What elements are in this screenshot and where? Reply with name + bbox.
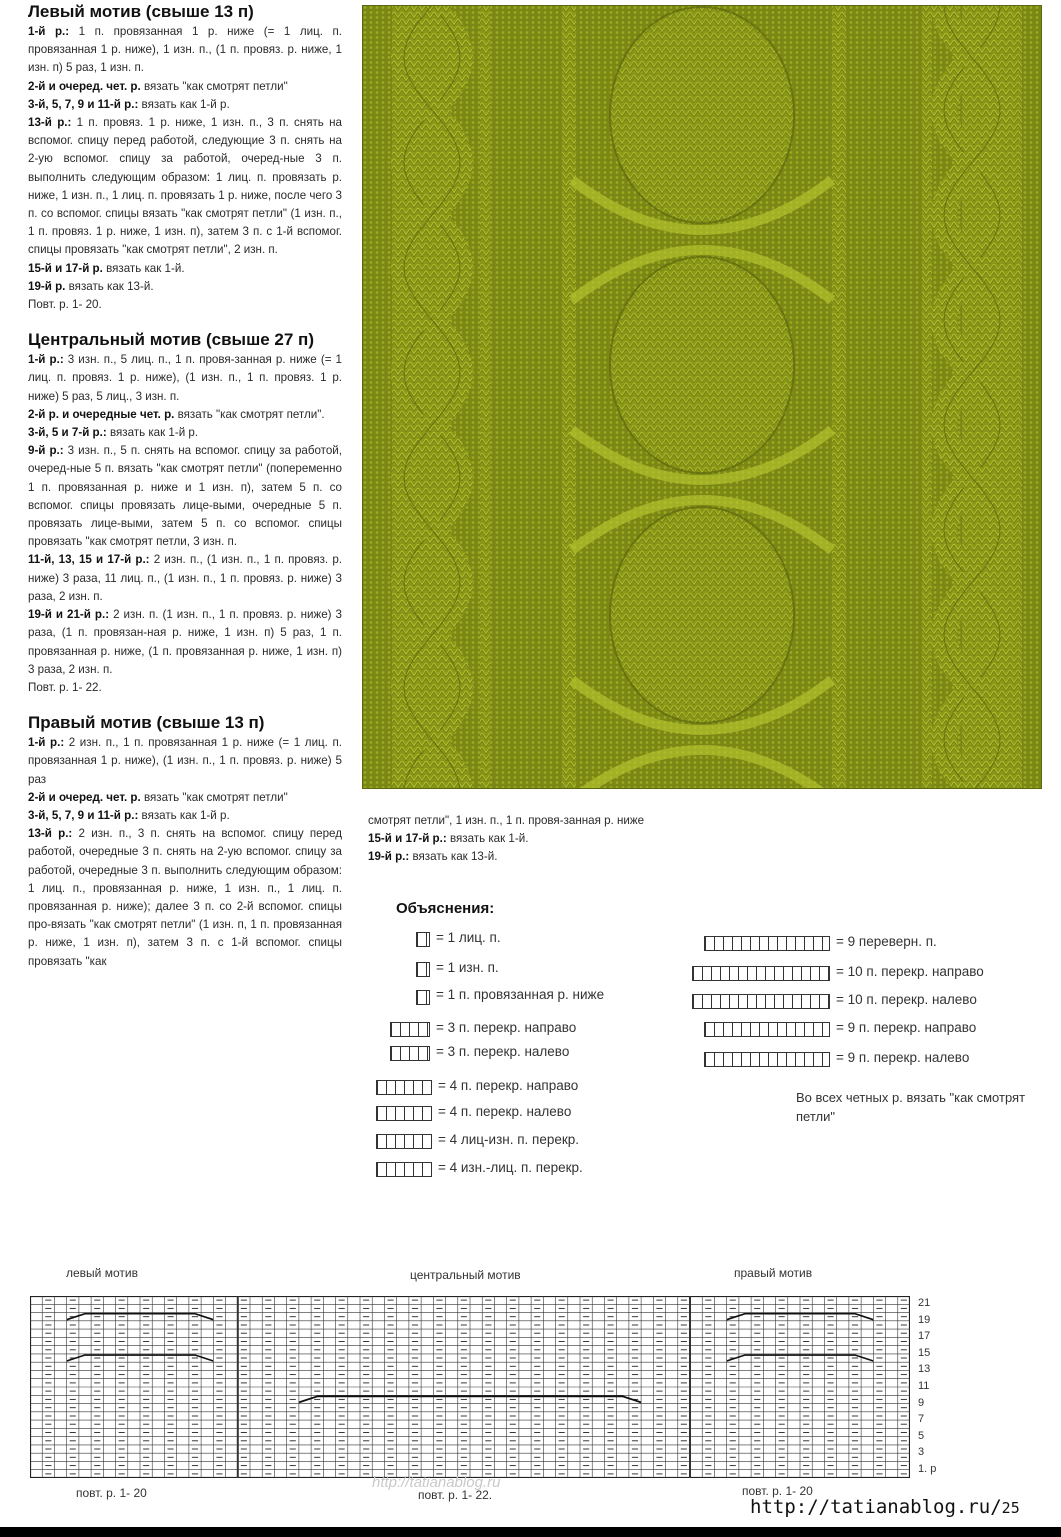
row-instruction: смотрят петли", 1 изн. п., 1 п. провя-занная р. ниже (368, 814, 645, 827)
legend-item (376, 1078, 578, 1095)
legend-text: = 4 п. перекр. направо (438, 1078, 579, 1093)
rib-column (562, 5, 576, 789)
instruction-paragraph (28, 296, 342, 314)
chart-symbol-icon (692, 966, 830, 981)
legend-text: = 10 п. перекр. налево (836, 992, 977, 1007)
central-motif-paragraphs (28, 351, 342, 697)
row-instruction: вязать как 13-й. (65, 279, 154, 293)
chart-symbol-icon (704, 1022, 830, 1037)
instruction-paragraph (28, 114, 342, 260)
row-instruction: вязать как 1-й. (102, 261, 185, 275)
row-instruction: Повт. р. 1- 22. (28, 680, 102, 694)
row-instruction: 2 изн. п., 3 п. снять на вспомог. спицу перед работой, очередные 3 п. снять на 2-ую вспомог. спицу за работой, очередные 3 п. выполнить следующим образом: 1 лиц. п., провязанная р. ниже, 1 изн. п., 1 лиц. п. провязанная р. ниже); далее 3 п. со 2-й вспомог. спицы про-вязать "как смотрят петли" (1 изн. п, 1 п. провязанная р. ниже, 1 изн. п), затем 3 п. с 1-й вспомог. спицы провязать "как (28, 827, 342, 968)
row-label: 1-й р.: (28, 353, 64, 367)
repeat-label-right: повт. р. 1- 20 (742, 1484, 813, 1498)
right-motif-title: Правый мотив (свыше 13 п) (28, 713, 265, 733)
legend-text: = 4 п. перекр. налево (438, 1104, 572, 1119)
legend-item (416, 960, 499, 977)
instruction-paragraph (28, 442, 342, 551)
chart-symbol-icon (390, 1022, 430, 1037)
row-label: 13-й р.: (28, 116, 72, 130)
instruction-paragraph (28, 679, 342, 697)
chart-symbol-icon (390, 1046, 430, 1061)
legend-item (376, 1160, 583, 1177)
chart-caption-center: центральный мотив (410, 1268, 521, 1282)
instruction-paragraph (28, 825, 342, 971)
left-motif-section (28, 2, 342, 314)
row-label: 15-й и 17-й р.: (368, 832, 447, 845)
bottom-bar (0, 1527, 1061, 1537)
row-instruction: вязать "как смотрят петли" (140, 790, 288, 804)
instruction-paragraph (368, 812, 668, 830)
rib-column (832, 5, 846, 789)
legend-text: = 3 п. перекр. налево (436, 1044, 570, 1059)
instruction-paragraph (28, 78, 342, 96)
right-motif-section (28, 713, 342, 971)
legend-text: = 3 п. перекр. направо (436, 1020, 577, 1035)
legend-text: = 9 п. перекр. налево (836, 1050, 970, 1065)
chart-symbol-icon (376, 1134, 432, 1149)
instruction-paragraph (28, 789, 342, 807)
instruction-paragraph (28, 96, 342, 114)
legend-note: Во всех четных р. вязать "как смотрят петли" (796, 1090, 1026, 1124)
legend-text: = 4 лиц-изн. п. перекр. (438, 1132, 580, 1147)
row-instruction: 1 п. провязанная 1 р. ниже (= 1 лиц. п. провязанная 1 р. ниже), 1 изн. п., (1 п. провяз. р. ниже, 1 изн. п) 5 раз, 1 изн. п. (28, 25, 342, 75)
right-motif-paragraphs (28, 734, 342, 971)
legend-text: = 1 лиц. п. (436, 930, 501, 945)
legend-text: = 1 п. провязанная р. ниже (436, 987, 605, 1002)
legend-title: Объяснения: (396, 900, 495, 917)
left-motif-title: Левый мотив (свыше 13 п) (28, 2, 254, 21)
chart-grid (30, 1296, 910, 1478)
row-instruction: вязать как 1-й р. (138, 808, 230, 822)
row-number: 9 (918, 1396, 925, 1409)
legend-item (704, 934, 937, 951)
instruction-paragraph (28, 606, 342, 679)
row-instruction: 2 изн. п., (1 изн. п., 1 п. провяз. р. ниже) 3 раза, 11 лиц. п., (1 изн. п., 1 п. провяз. р. ниже) 3 раза, 2 изн. п. (28, 553, 342, 603)
row-instruction: Повт. р. 1- 20. (28, 298, 102, 312)
left-motif-paragraphs (28, 23, 342, 314)
chart-row-numbers (918, 1298, 958, 1481)
legend-item (376, 1104, 571, 1121)
legend-text: = 9 п. перекр. направо (836, 1020, 977, 1035)
central-motif-section (28, 330, 342, 697)
row-instruction: вязать как 1-й р. (138, 97, 230, 111)
cable-pattern-image (362, 5, 1042, 789)
legend-text: = 4 изн.-лиц. п. перекр. (438, 1160, 583, 1175)
row-label: 19-й р. (28, 279, 66, 293)
chart-symbol-icon (692, 994, 830, 1009)
row-label: 1-й р.: (28, 25, 70, 38)
central-motif-title: Центральный мотив (свыше 27 п) (28, 330, 314, 350)
knitted-sample-photo (362, 5, 1042, 789)
row-label: 9-й р.: (28, 444, 64, 458)
pattern-instructions (28, 2, 342, 971)
legend-item (376, 1132, 579, 1149)
chart-symbol-icon (704, 936, 830, 951)
rib-column (922, 5, 932, 789)
row-label: 2-й и очеред. чет. р. (28, 790, 141, 804)
instruction-paragraph (28, 23, 342, 78)
chart-symbol-icon (376, 1162, 432, 1177)
chart-caption-left: левый мотив (66, 1266, 138, 1280)
chart-symbol-icon (376, 1106, 432, 1121)
row-label: 3-й, 5, 7, 9 и 11-й р.: (28, 808, 139, 822)
legend-text: = 10 п. перекр. направо (836, 964, 984, 979)
row-instruction: вязать как 1-й р. (106, 426, 199, 440)
instruction-paragraph (28, 551, 342, 606)
row-instruction: 3 изн. п., 5 п. снять на вспомог. спицу за работой, очеред-ные 5 п. вязать "как смотрят петли" (попеременно 1 п. провязанная р. ниже и 1 изн. п), затем 5 п. со вспомог. спицы провязать лице-выми, очередные 5 п. провязать лице-выми, затем 5 п. со вспомог. спицы провязать "как смотрят петли, 3 изн. п. (28, 444, 343, 549)
row-label: 11-й, 13, 15 и 17-й р.: (28, 553, 150, 567)
row-number: 15 (918, 1346, 931, 1359)
legend-item (692, 992, 977, 1009)
instruction-paragraph (28, 351, 342, 406)
row-number: 21 (918, 1297, 931, 1309)
row-label: 1-й р.: (28, 736, 65, 750)
row-number: 3 (918, 1446, 925, 1459)
row-number: 13 (918, 1363, 931, 1376)
row-label: 3-й, 5 и 7-й р.: (28, 426, 107, 440)
row-number: 11 (918, 1379, 930, 1392)
row-instruction: вязать "как смотрят петли" (140, 79, 288, 93)
row-number: 5 (918, 1429, 925, 1442)
row-number: 7 (918, 1413, 925, 1426)
row-instruction: 2 изн. п. (1 изн. п., 1 п. провяз. р. ниже) 3 раза, (1 п. провязан-ная р. ниже, 1 изн. п) 5 раз, 1 п. провязанная р. ниже, (1 п. провязанная р. ниже, 1 изн. п) 3 раза, 2 изн. п. (28, 608, 342, 676)
chart-symbol-icon (416, 962, 430, 977)
row-instruction: 2 изн. п., 1 п. провязанная 1 р. ниже (= 1 лиц. п. провязанная 1 р. ниже), (1 изн. п., 1 п. провяз. р. ниже) 5 раз (28, 736, 342, 786)
instruction-paragraph (28, 406, 342, 424)
row-label: 19-й р.: (368, 850, 410, 863)
instruction-paragraph (368, 830, 668, 848)
legend-item (692, 964, 984, 981)
instruction-paragraph (28, 734, 342, 789)
watermark: http://tatianablog.ru (372, 1474, 501, 1491)
page-number: 25 (1001, 1499, 1020, 1517)
row-number: 1. р (918, 1462, 937, 1475)
chart-symbol-icon (416, 932, 430, 947)
instruction-paragraph (28, 424, 342, 442)
legend-item (390, 1044, 569, 1061)
chart-caption-right: правый мотив (734, 1266, 813, 1280)
chart-symbol-icon (704, 1052, 830, 1067)
legend-item (416, 988, 646, 1005)
legend-item (416, 930, 501, 947)
row-instruction: 3 изн. п., 5 лиц. п., 1 п. провя-занная р. ниже (= 1 лиц. п. провяз. 1 р. ниже), (1 изн. п., 1 п. провяз. 1 р. ниже) 5 раз, 5 лиц., 3 изн. п. (28, 353, 342, 403)
chart-symbol-icon (376, 1080, 432, 1095)
legend-item (704, 1050, 969, 1067)
source-url-text[interactable]: http://tatianablog.ru/ (750, 1496, 1002, 1518)
row-label: 2-й и очеред. чет. р. (28, 79, 141, 93)
row-instruction: вязать "как смотрят петли". (174, 407, 325, 421)
row-number: 19 (918, 1313, 931, 1326)
row-number: 17 (918, 1330, 931, 1343)
repeat-label-left: повт. р. 1- 20 (76, 1486, 147, 1500)
row-instruction: 1 п. провяз. 1 р. ниже, 1 изн. п., 3 п. снять на вспомог. спицу перед работой, следующие 3 п. снять на 2-ую вспомог. спицу за работой, очеред-ные 3 п. выполнить следующим образом: 1 лиц. п. провязать р. ниже, 1 изн. п., 1 лиц. п. провязать 1 р. ниже, после чего 3 п. со вспомог. спицы вязать "как смотрят петли" (1 изн. п., 1 п. провяз. 1 р. ниже, 1 изн. п), затем 3 п. с 1-й вспомог. спицы провязать "как смотрят петли", 2 изн. п. (28, 116, 342, 257)
legend-text: = 9 переверн. п. (836, 934, 937, 949)
row-instruction: вязать как 13-й. (409, 850, 498, 863)
instruction-paragraph (28, 260, 342, 278)
row-label: 15-й и 17-й р. (28, 261, 103, 275)
right-motif-continuation (368, 812, 668, 866)
legend-item (704, 1020, 976, 1037)
instruction-paragraph (368, 848, 668, 866)
legend-text: = 1 изн. п. (436, 960, 499, 975)
repeat-label-center: повт. р. 1- 22. (418, 1488, 493, 1502)
row-label: 13-й р.: (28, 827, 73, 841)
knitting-chart (30, 1296, 910, 1483)
instruction-paragraph (28, 807, 342, 825)
rib-column (480, 5, 490, 789)
row-label: 2-й р. и очередные чет. р. (28, 407, 175, 421)
instruction-paragraph (28, 278, 342, 296)
source-url[interactable] (750, 1496, 1020, 1518)
row-label: 3-й, 5, 7, 9 и 11-й р.: (28, 97, 139, 111)
legend-item (390, 1020, 576, 1037)
chart-symbol-icon (416, 990, 430, 1005)
row-instruction: вязать как 1-й. (446, 832, 529, 845)
row-label: 19-й и 21-й р.: (28, 608, 110, 622)
